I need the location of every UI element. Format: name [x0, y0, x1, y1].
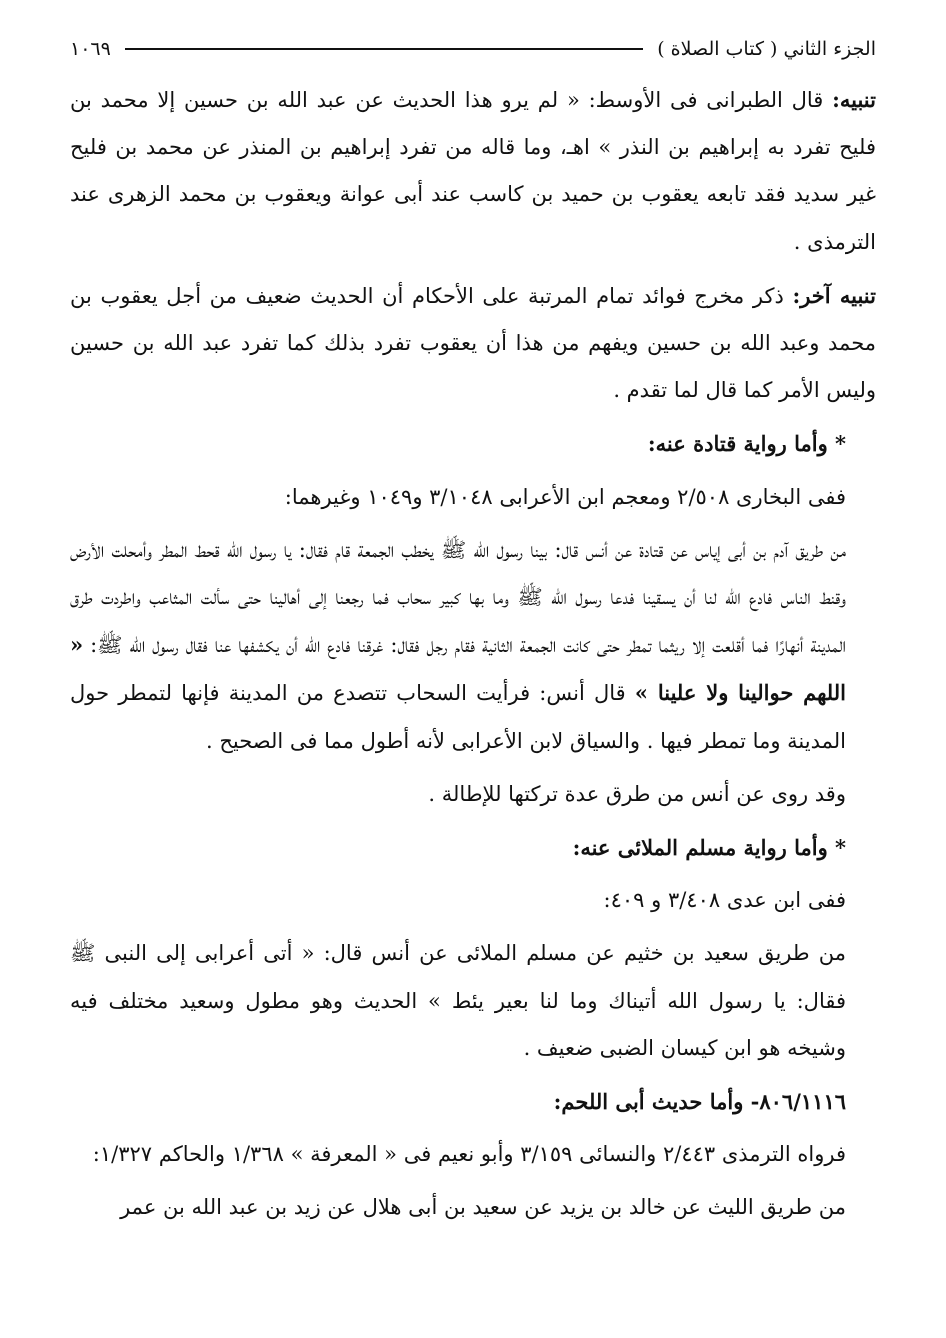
paragraph-text: قال الطبرانى فى الأوسط: « لم يرو هذا الحديث عن عبد الله بن حسين إلا محمد بن فليح تفرد به إبراهيم بن النذر » اهـ، وما قاله من تفرد إبراهيم بن المنذر عن محمد بن فليح غير سديد فقد تابعه يعقوب بن حميد بن كاسب عند أبى عوانة ويعقوب بن محمد الزهرى عند الترمذى .	[70, 88, 876, 254]
paragraph-lead: تنبيه آخر:	[792, 282, 876, 308]
paragraph-note-1	[70, 76, 876, 266]
paragraph-hadith-text	[70, 527, 876, 765]
hadith-quote: « اللهم حوالينا ولا علينا »	[70, 632, 846, 706]
page	[70, 30, 876, 1318]
header-title: الجزء الثاني ( كتاب الصلاة )	[657, 38, 876, 60]
paragraph-text: ذكر مخرج فوائد تمام المرتبة على الأحكام أن الحديث ضعيف من أجل يعقوب بن محمد وعبد الله بن حسين ويفهم من هذا أن يعقوب تفرد بذلك كما تفرد عبد الله بن حسين وليس الأمر كما قال لما تقدم .	[70, 283, 876, 403]
paragraph-lead: تنبيه:	[832, 87, 876, 112]
paragraph-text: من طريق آدم بن أبى إياس عن قتادة عن أنس قال: بينا رسول الله ﷺ يخطب الجمعة قام فقال: يا رسول الله قحط المطر وأمحلت الأرض وقنط الناس فادع الله لنا أن يسقينا فدعا رسول الله ﷺ وما بها كبير سحاب فما رجعنا إلى أهالينا حتى سألت المثاعب واطردت طرق المدينة أنهارًا فما أقلعت إلا ريثما تمطر حتى كانت الجمعة الثانية فقام رجل فقال: غرقنا فادع الله أن يكشفها عنا فقال رسول الله ﷺ:	[70, 537, 846, 658]
section-heading-qatada: * وأما رواية قتادة عنه:	[647, 431, 846, 457]
paragraph-route-saeed: من طريق سعيد بن خثيم عن مسلم الملائى عن أنس قال: « أتى أعرابى إلى النبى ﷺ فقال: يا رسول الله أتيناك وما لنا بعير يئط » الحديث وهو مطول وسعيد مختلف فيه وشيخه هو ابن كيسان الضبى ضعيف .	[70, 941, 846, 1060]
header-rule	[125, 48, 643, 50]
paragraph-other-routes: وقد روى عن أنس من طرق عدة تركتها للإطالة .	[428, 781, 846, 806]
paragraph-route-laith: من طريق الليث عن خالد بن يزيد عن سعيد بن أبى هلال عن زيد بن عبد الله بن عمر	[120, 1195, 846, 1220]
paragraph-sources-ibn-adi: ففى ابن عدى ٣/٤٠٨ و ٤٠٩:	[603, 888, 846, 913]
page-number: ١٠٦٩	[70, 38, 111, 60]
paragraph-note-2	[70, 272, 876, 415]
page-body	[70, 76, 876, 1232]
section-heading-abi-allahm: ٨٠٦/١١١٦- وأما حديث أبى اللحم:	[553, 1089, 846, 1115]
paragraph-text-after: قال أنس: فرأيت السحاب تتصدع من المدينة فإنها لتمطر حول المدينة وما تمطر فيها . والسياق لابن الأعرابى لأنه أطول مما فى الصحيح .	[70, 681, 846, 753]
running-header	[70, 30, 876, 68]
section-heading-muslim-mulai: * وأما رواية مسلم الملائى عنه:	[572, 835, 846, 861]
paragraph-sources-tirmidhi: فرواه الترمذى ٢/٤٤٣ والنسائى ٣/١٥٩ وأبو نعيم فى « المعرفة » ١/٣٦٨ والحاكم ١/٣٢٧:	[92, 1142, 846, 1167]
paragraph-sources-bukhari: ففى البخارى ٢/٥٠٨ ومعجم ابن الأعرابى ٣/١٠٤٨ و١٠٤٩ وغيرهما:	[284, 484, 846, 509]
